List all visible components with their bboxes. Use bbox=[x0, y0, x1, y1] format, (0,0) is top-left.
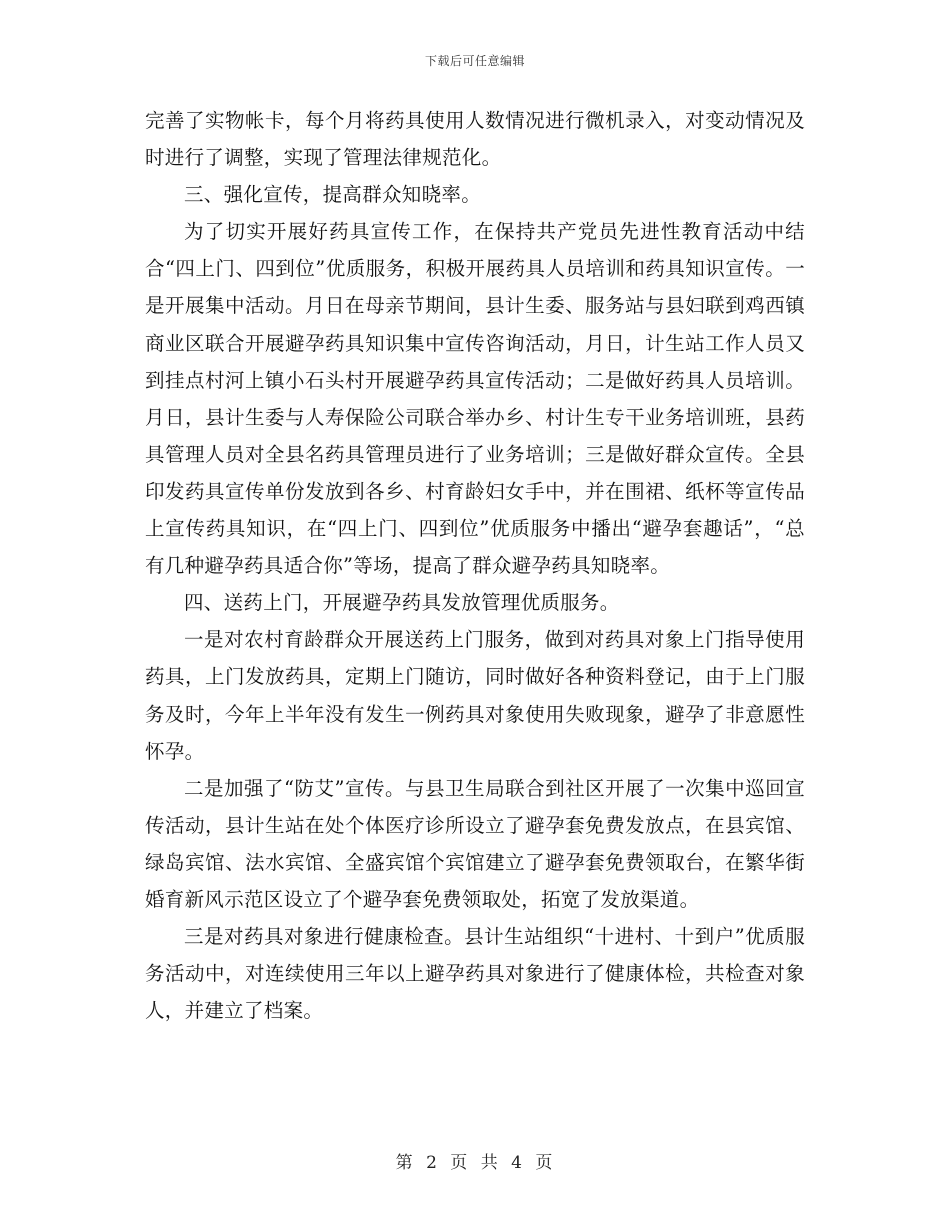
page-number: 第 2 页 共 4 页 bbox=[395, 1153, 555, 1173]
paragraph-door-service: 一是对农村育龄群众开展送药上门服务，做到对药具对象上门指导使用药具，上门发放药具，定期上门随访，同时做好各种资料登记，由于上门服务及时，今年上半年没有发生一例药具对象使用失败现象，避孕了非意愿性怀孕。 bbox=[145, 628, 805, 763]
paragraph-health-check: 三是对药具对象进行健康检查。县计生站组织“十进村、十到户”优质服务活动中，对连续使用三年以上避孕药具对象进行了健康体检，共检查对象人，并建立了档案。 bbox=[145, 925, 805, 1023]
page-header-note: 下载后可任意编辑 bbox=[424, 54, 525, 68]
paragraph-publicity: 为了切实开展好药具宣传工作，在保持共产党员先进性教育活动中结合“四上门、四到位”优质服务，积极开展药具人员培训和药具知识宣传。一是开展集中活动。月日在母亲节期间，县计生委、服务站与县妇联到鸡西镇商业区联合开展避孕药具知识集中宣传咨询活动，月日，计生站工作人员又到挂点村河上镇小石头村开展避孕药具宣传活动；二是做好药具人员培训。月日，县计生委与人寿保险公司联合举办乡、村计生专干业务培训班，县药具管理人员对全县名药具管理员进行了业务培训；三是做好群众宣传。全县印发药具宣传单份发放到各乡、村育龄妇女手中，并在围裙、纸杯等宣传品上宣传药具知识，在“四上门、四到位”优质服务中播出“避孕套趣话”，“总有几种避孕药具适合你”等场，提高了群众避孕药具知晓率。 bbox=[145, 220, 805, 578]
document-body bbox=[145, 102, 805, 1029]
paragraph-continuation: 完善了实物帐卡，每个月将药具使用人数情况进行微机录入，对变动情况及时进行了调整，实现了管理法律规范化。 bbox=[145, 109, 805, 170]
section-heading-3: 三、强化宣传，提高群众知晓率。 bbox=[184, 183, 482, 207]
section-heading-4: 四、送药上门，开展避孕药具发放管理优质服务。 bbox=[184, 591, 620, 615]
paragraph-aids-prevention: 二是加强了“防艾”宣传。与县卫生局联合到社区开展了一次集中巡回宣传活动，县计生站在处个体医疗诊所设立了避孕套免费发放点，在县宾馆、绿岛宾馆、法水宾馆、全盛宾馆个宾馆建立了避孕套免费领取台，在繁华街婚育新风示范区设立了个避孕套免费领取处，拓宽了发放渠道。 bbox=[145, 776, 805, 911]
